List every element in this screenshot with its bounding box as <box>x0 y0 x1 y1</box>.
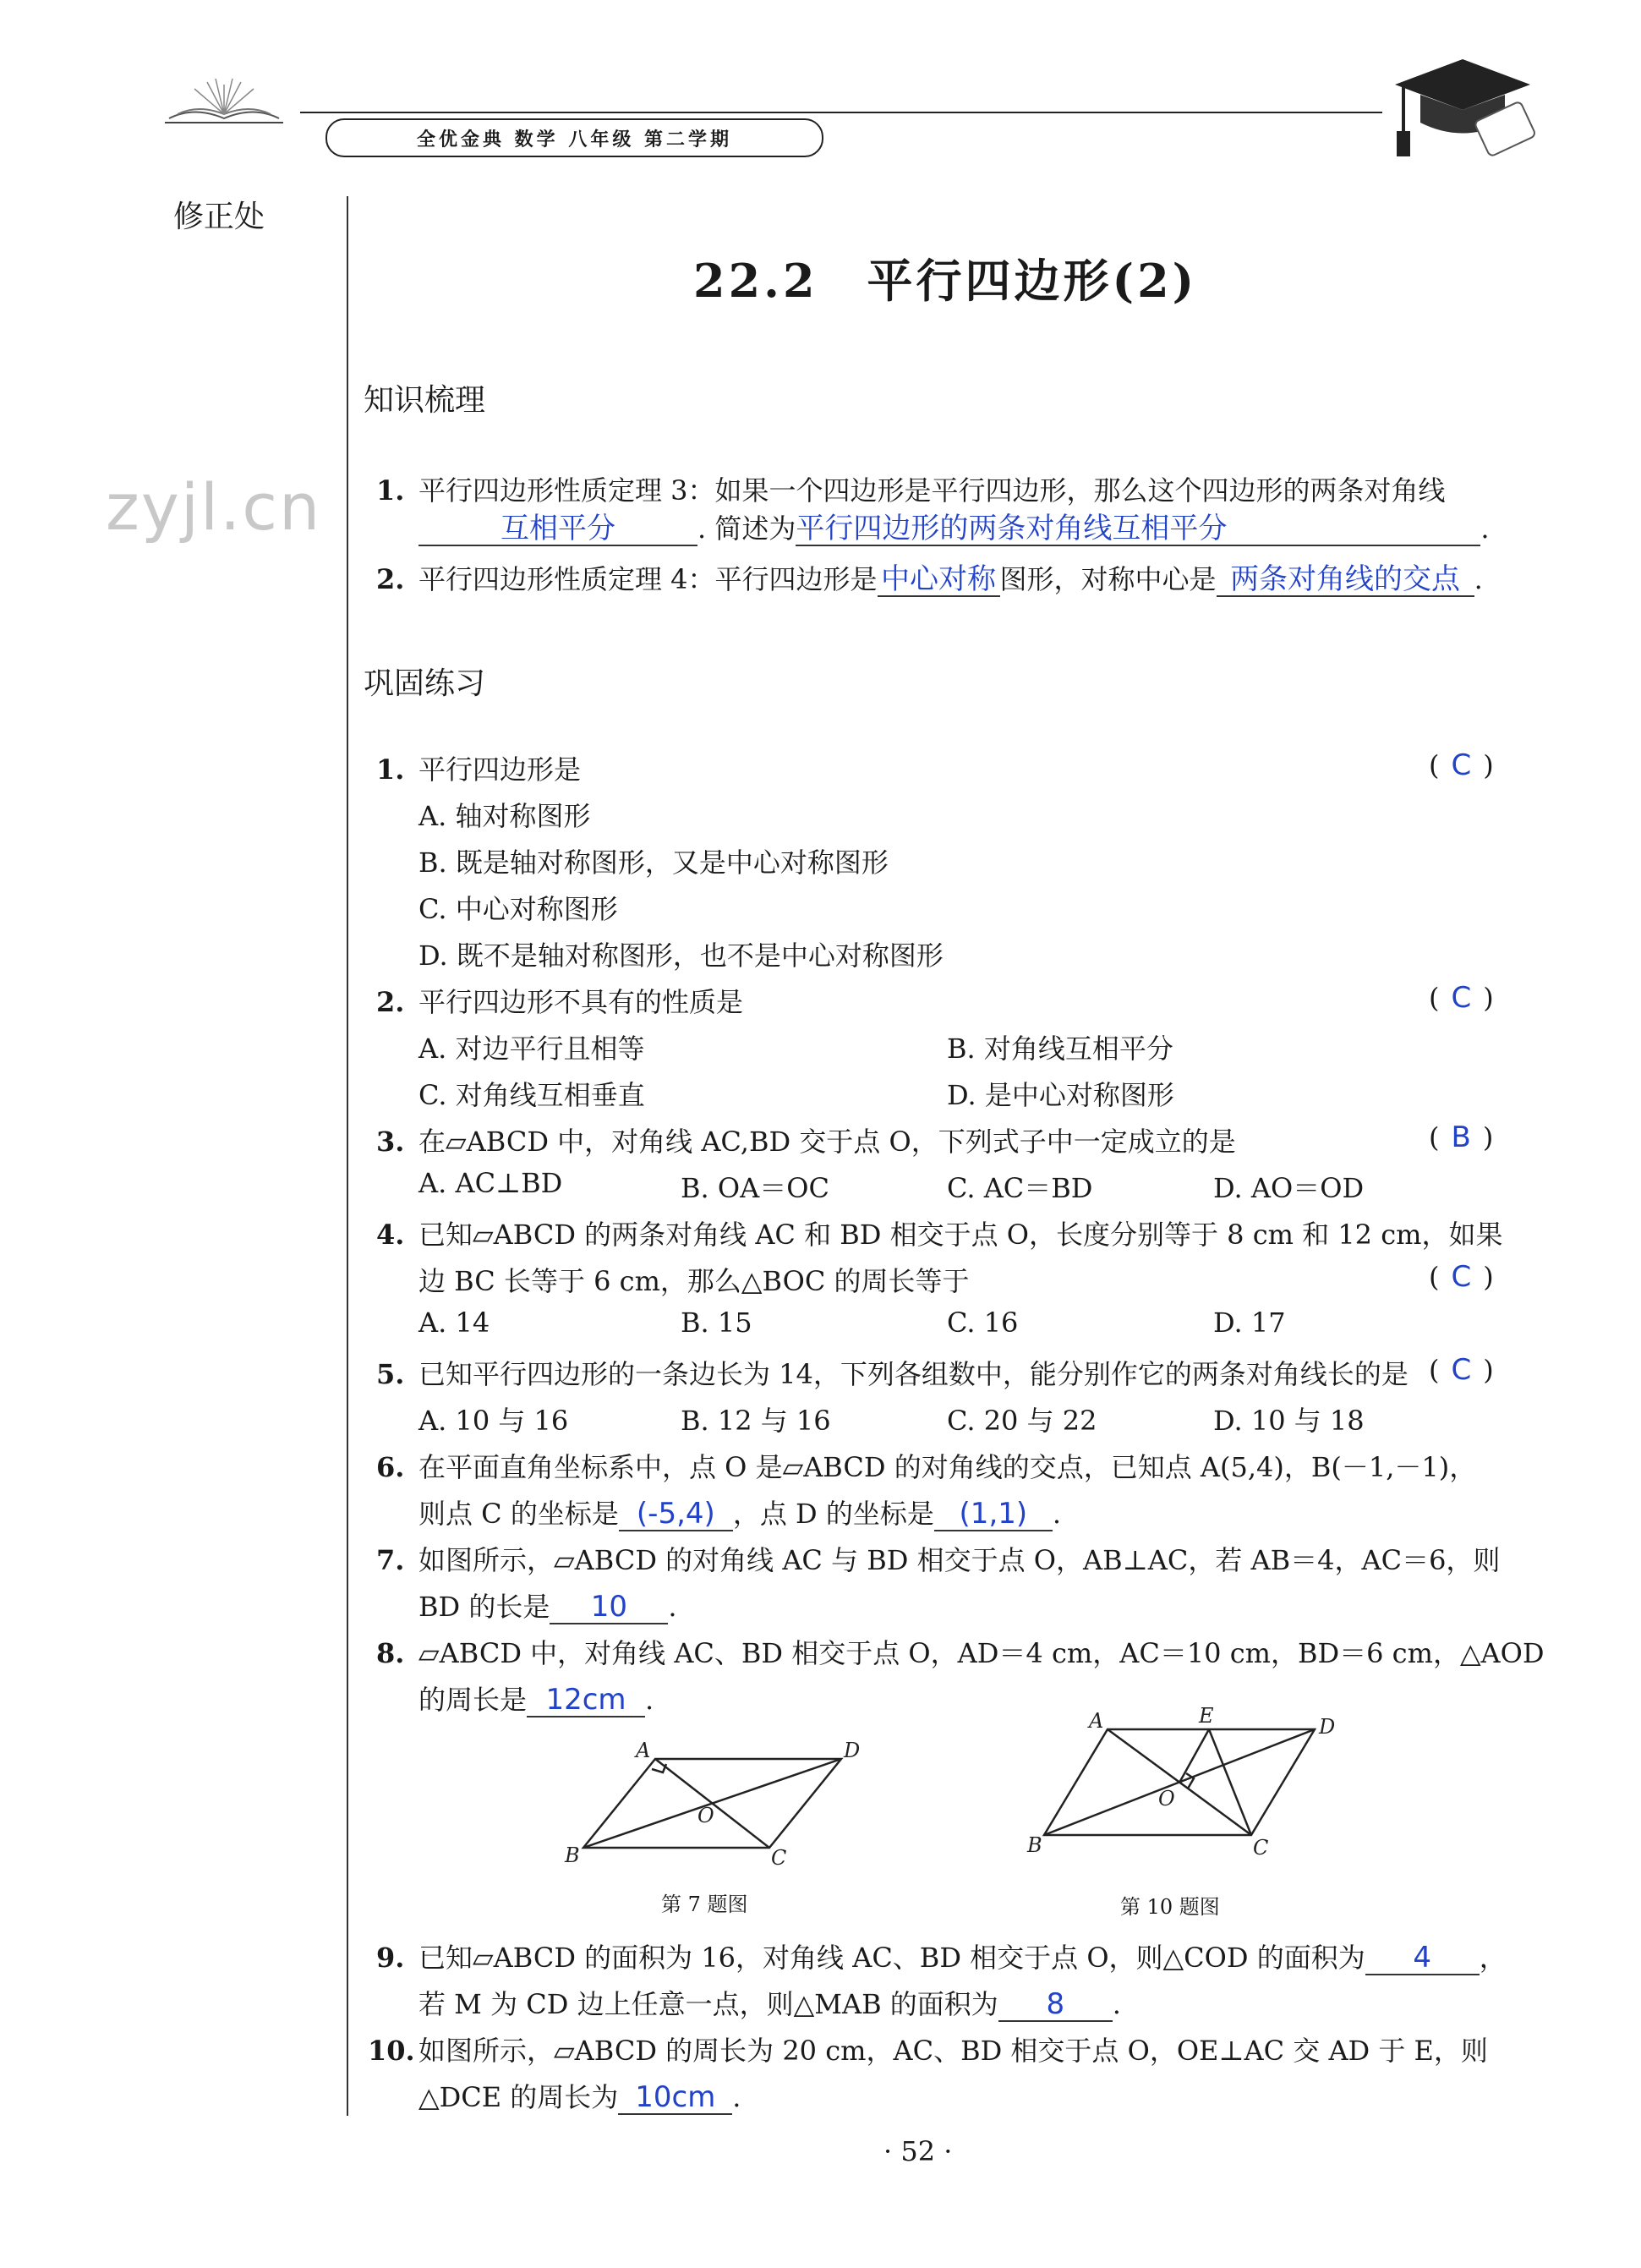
right-angle-mark <box>1186 1773 1194 1789</box>
question-6-line1 <box>376 1446 1476 1485</box>
question-9-line1 <box>376 1937 1507 1975</box>
question-6-line2 <box>418 1493 1061 1531</box>
figure-7-diagram <box>558 1734 879 1911</box>
answer-blank: (-5,4) <box>619 1498 733 1531</box>
question-2-option-b: B. 对角线互相平分 <box>947 1033 1173 1065</box>
answer-choice: C <box>1451 1260 1472 1294</box>
question-number: 2. <box>376 986 405 1018</box>
answer-blank: 平行四边形的两条对角线互相平分 <box>796 513 1480 546</box>
question-text: ，点 D 的坐标是 <box>732 1498 934 1530</box>
correction-margin-label: 修正处 <box>173 200 265 234</box>
practice-heading: 巩固练习 <box>364 666 486 701</box>
label-c: C <box>771 1846 787 1870</box>
question-text: . <box>1052 1498 1062 1530</box>
question-text: 在▱ABCD 中，对角线 AC,BD 交于点 O，下列式子中一定成立的是 <box>418 1126 1236 1158</box>
question-4-answer-bracket: ( C ) <box>1429 1260 1494 1294</box>
question-4-stem-line2: 边 BC 长等于 6 cm，那么△BOC 的周长等于 <box>418 1265 970 1297</box>
question-number: 6. <box>376 1451 405 1483</box>
question-8-line2 <box>418 1679 654 1717</box>
segment-oe <box>1179 1729 1209 1783</box>
answer-blank: 两条对角线的交点 <box>1217 564 1474 597</box>
question-4-stem-line1 <box>376 1213 1502 1252</box>
question-3-answer-bracket: ( B ) <box>1429 1120 1494 1154</box>
question-5-option-d: D. 10 与 18 <box>1213 1405 1365 1437</box>
question-number: 7. <box>376 1544 405 1576</box>
question-7-line2 <box>418 1586 677 1624</box>
answer-blank: 10cm <box>618 2082 732 2115</box>
question-3-option-a: A. AC⊥BD <box>418 1167 563 1199</box>
graduation-cap-icon <box>1387 51 1539 161</box>
question-5-option-a: A. 10 与 16 <box>418 1405 569 1437</box>
question-text: BD 的长是 <box>418 1591 550 1623</box>
figure-10-diagram <box>1023 1704 1336 1877</box>
question-10-line1 <box>368 2030 1488 2068</box>
question-text: 已知▱ABCD 的面积为 16，对角线 AC、BD 相交于点 O，则△COD 的面积为 <box>418 1942 1365 1974</box>
figure-7-caption: 第 7 题图 <box>661 1893 748 1916</box>
item-text: . <box>1480 512 1490 545</box>
answer-blank: (1,1) <box>934 1498 1053 1531</box>
answer-blank: 10 <box>550 1591 668 1624</box>
question-5-stem <box>376 1353 1409 1392</box>
question-3-option-c: C. AC＝BD <box>947 1172 1093 1204</box>
book-title: 全优金典 数学 八年级 第二学期 <box>325 118 823 157</box>
question-text: . <box>732 2081 741 2113</box>
margin-rule <box>347 196 348 2116</box>
item-text: . <box>1474 563 1483 595</box>
question-text: . <box>645 1684 654 1716</box>
question-number: 10. <box>368 2035 415 2067</box>
question-text: 则点 C 的坐标是 <box>418 1498 619 1530</box>
question-2-option-a: A. 对边平行且相等 <box>418 1033 645 1065</box>
answer-choice: C <box>1451 748 1472 782</box>
question-text: ， <box>1479 1942 1507 1974</box>
item-text: 图形，对称中心是 <box>999 563 1217 595</box>
answer-blank: 互相平分 <box>418 513 697 546</box>
answer-blank: 4 <box>1365 1942 1480 1975</box>
label-a: A <box>636 1739 651 1762</box>
label-o: O <box>1158 1787 1175 1811</box>
answer-choice: B <box>1451 1120 1471 1154</box>
knowledge-item-1-line2 <box>418 507 1490 546</box>
label-o: O <box>697 1804 714 1827</box>
question-4-option-d: D. 17 <box>1213 1307 1286 1339</box>
question-10-line2 <box>418 2076 741 2115</box>
question-2-option-d: D. 是中心对称图形 <box>947 1079 1174 1111</box>
question-text: 如图所示，▱ABCD 的周长为 20 cm，AC、BD 相交于点 O，OE⊥AC 交 AD 于 E，则 <box>418 2035 1488 2067</box>
question-1-option-a: A. 轴对称图形 <box>418 800 591 832</box>
question-5-option-b: B. 12 与 16 <box>681 1405 831 1437</box>
item-number: 1. <box>376 474 405 507</box>
question-text: 在平面直角坐标系中，点 O 是▱ABCD 的对角线的交点，已知点 A(5,4)，B(－1,－1)， <box>418 1451 1477 1483</box>
question-text: . <box>1112 1988 1121 2020</box>
question-4-option-b: B. 15 <box>681 1307 752 1339</box>
answer-blank: 12cm <box>527 1685 645 1717</box>
question-text: 平行四边形是 <box>418 753 582 786</box>
question-4-option-a: A. 14 <box>418 1307 490 1339</box>
question-text: △DCE 的周长为 <box>418 2081 619 2113</box>
header-rule <box>300 112 1382 113</box>
knowledge-heading: 知识梳理 <box>364 383 486 418</box>
question-3-option-b: B. OA＝OC <box>681 1172 829 1204</box>
question-5-option-c: C. 20 与 22 <box>947 1405 1097 1437</box>
label-d: D <box>844 1739 861 1762</box>
question-5-answer-bracket: ( C ) <box>1429 1353 1494 1387</box>
answer-blank: 中心对称 <box>878 564 1000 597</box>
question-4-option-c: C. 16 <box>947 1307 1019 1339</box>
question-text: 平行四边形不具有的性质是 <box>418 986 744 1018</box>
question-number: 8. <box>376 1637 405 1669</box>
question-9-line2 <box>418 1983 1121 2022</box>
answer-blank: 8 <box>998 1989 1113 2022</box>
watermark: zyjl.cn <box>106 469 322 545</box>
question-text: . <box>668 1591 677 1623</box>
answer-choice: C <box>1451 981 1472 1015</box>
question-3-option-d: D. AO＝OD <box>1213 1172 1365 1204</box>
question-1-stem <box>376 748 581 787</box>
question-number: 5. <box>376 1358 405 1390</box>
question-text: ▱ABCD 中，对角线 AC、BD 相交于点 O，AD＝4 cm，AC＝10 cm，BD＝6 cm，△AOD <box>418 1637 1545 1669</box>
question-1-answer-bracket: ( C ) <box>1429 748 1494 782</box>
question-number: 1. <box>376 753 405 786</box>
question-text: 已知平行四边形的一条边长为 14，下列各组数中，能分别作它的两条对角线长的是 <box>418 1358 1409 1390</box>
question-1-option-d: D. 既不是轴对称图形，也不是中心对称图形 <box>418 940 944 972</box>
item-text: 平行四边形性质定理 4：平行四边形是 <box>418 563 878 595</box>
question-1-option-c: C. 中心对称图形 <box>418 893 618 925</box>
knowledge-item-2 <box>376 558 1483 597</box>
item-text: 平行四边形性质定理 3：如果一个四边形是平行四边形，那么这个四边形的两条对角线 <box>418 474 1446 507</box>
question-1-option-b: B. 既是轴对称图形，又是中心对称图形 <box>418 846 889 879</box>
question-text: 若 M 为 CD 边上任意一点，则△MAB 的面积为 <box>418 1988 998 2020</box>
item-text: . 简述为 <box>697 512 796 545</box>
question-2-stem <box>376 981 743 1020</box>
item-number: 2. <box>376 563 405 595</box>
question-number: 3. <box>376 1126 405 1158</box>
label-a: A <box>1089 1709 1104 1733</box>
question-text: 已知▱ABCD 的两条对角线 AC 和 BD 相交于点 O，长度分别等于 8 cm 和 12 cm，如果 <box>418 1219 1503 1251</box>
question-text: 如图所示，▱ABCD 的对角线 AC 与 BD 相交于点 O，AB⊥AC，若 AB＝4，AC＝6，则 <box>418 1544 1501 1576</box>
label-c: C <box>1253 1836 1269 1860</box>
question-2-answer-bracket: ( C ) <box>1429 981 1494 1015</box>
question-7-line1 <box>376 1539 1500 1578</box>
section-title: 22.2 平行四边形(2) <box>693 254 1198 308</box>
question-number: 9. <box>376 1942 405 1974</box>
figure-10-caption: 第 10 题图 <box>1120 1895 1220 1919</box>
answer-choice: C <box>1451 1353 1472 1387</box>
label-b: B <box>565 1843 580 1867</box>
question-3-stem <box>376 1120 1236 1159</box>
knowledge-item-1-line1 <box>376 469 1446 508</box>
label-e: E <box>1199 1704 1214 1728</box>
label-b: B <box>1027 1833 1042 1857</box>
question-2-option-c: C. 对角线互相垂直 <box>418 1079 645 1111</box>
question-number: 4. <box>376 1219 405 1251</box>
open-book-logo-icon <box>161 72 287 131</box>
question-text: 的周长是 <box>418 1684 528 1716</box>
label-d: D <box>1319 1715 1336 1739</box>
question-8-line1 <box>376 1632 1545 1671</box>
page-number: · 52 · <box>883 2135 953 2167</box>
